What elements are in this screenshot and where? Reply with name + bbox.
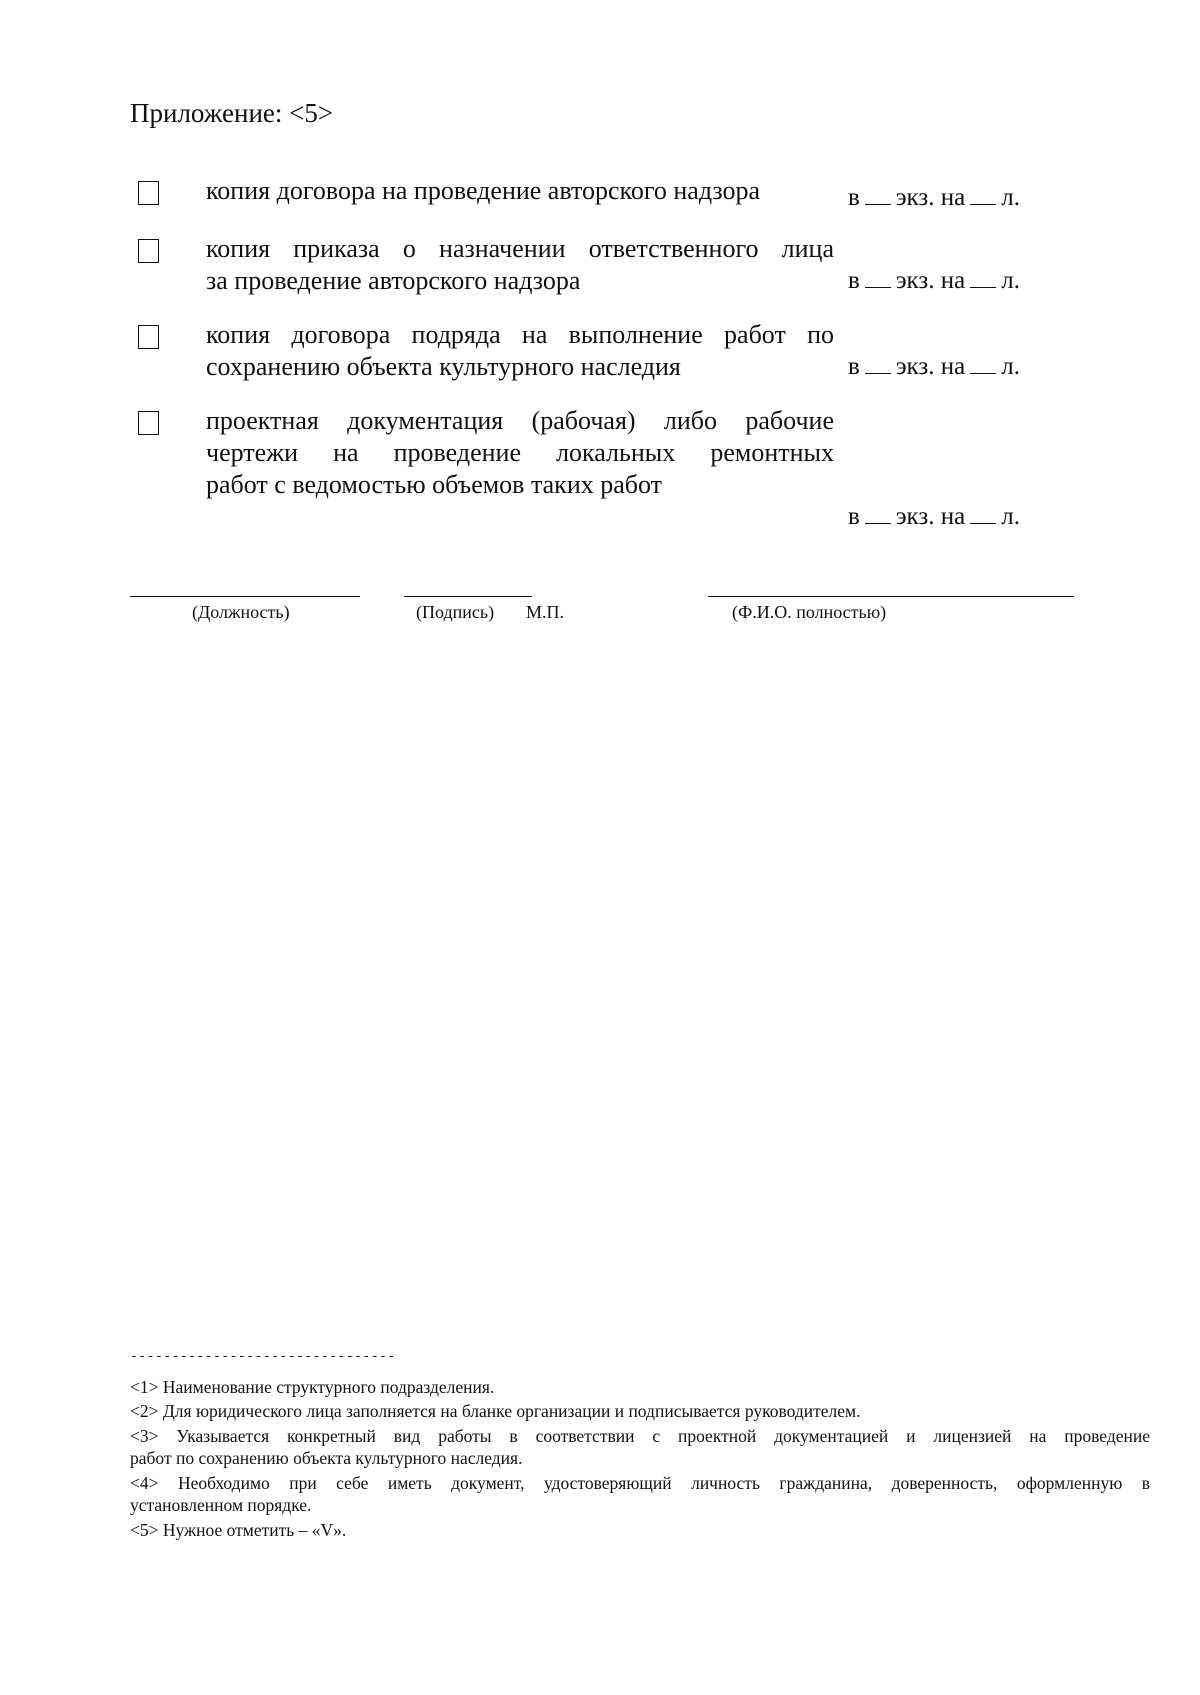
signature-line[interactable] [404, 596, 532, 597]
qty-prefix: в [848, 184, 860, 211]
attachment-item-text [206, 319, 834, 383]
copies-sheets-field [848, 351, 1058, 383]
attachment-item-text [206, 233, 834, 297]
footnote-2 [130, 1400, 1150, 1422]
qty-prefix: в [848, 503, 860, 530]
attachment-checkbox[interactable] [138, 181, 159, 205]
item-text-line: проектная документация (рабочая) либо рабочие [206, 406, 834, 435]
attachment-checkbox[interactable] [138, 239, 159, 263]
qty-suffix: л. [1001, 503, 1020, 530]
qty-prefix: в [848, 267, 860, 294]
sheets-count-blank[interactable] [970, 503, 996, 524]
sheets-count-blank[interactable] [970, 267, 996, 288]
qty-suffix: л. [1001, 267, 1020, 294]
stamp-label: М.П. [526, 602, 565, 622]
footnote-line: <4> Необходимо при себе иметь документ, удостоверяющий личность гражданина, доверенность, оформленную в [130, 1473, 1150, 1493]
sheets-count-blank[interactable] [970, 184, 996, 205]
position-line[interactable] [130, 596, 360, 597]
footnote-line: работ по сохранению объекта культурного наследия. [130, 1448, 523, 1468]
footnote-1 [130, 1376, 1150, 1398]
copies-sheets-field [848, 182, 1058, 214]
fullname-label: (Ф.И.О. полностью) [732, 602, 887, 622]
footnote-line: <1> Наименование структурного подразделения. [130, 1377, 495, 1397]
qty-mid: экз. на [895, 267, 966, 294]
attachment-checkbox[interactable] [138, 325, 159, 349]
copies-count-blank[interactable] [865, 503, 891, 524]
copies-sheets-field [848, 265, 1058, 297]
item-text-line: за проведение авторского надзора [206, 266, 581, 295]
footnote-line: установленном порядке. [130, 1495, 312, 1515]
item-text-line: сохранению объекта культурного наследия [206, 352, 681, 381]
position-label: (Должность) [192, 602, 290, 622]
footnote-4 [130, 1472, 1150, 1516]
footnote-5 [130, 1519, 1150, 1541]
copies-count-blank[interactable] [865, 353, 891, 374]
qty-mid: экз. на [895, 503, 966, 530]
item-text-line: копия договора на проведение авторского надзора [206, 176, 761, 205]
attachment-item-text [206, 175, 834, 207]
attachment-checkbox[interactable] [138, 411, 159, 435]
fullname-line[interactable] [708, 596, 1074, 597]
item-text-line: копия договора подряда на выполнение работ по [206, 320, 834, 349]
copies-count-blank[interactable] [865, 184, 891, 205]
attachment-item-text [206, 405, 834, 501]
signature-label: (Подпись) [416, 602, 495, 622]
footnote-line: <2> Для юридического лица заполняется на бланке организации и подписывается руководителем. [130, 1401, 861, 1421]
qty-mid: экз. на [895, 353, 966, 380]
copies-count-blank[interactable] [865, 267, 891, 288]
item-text-line: чертежи на проведение локальных ремонтных [206, 438, 834, 467]
qty-suffix: л. [1001, 184, 1020, 211]
footnote-3 [130, 1425, 1150, 1469]
footnote-line: <5> Нужное отметить – «V». [130, 1520, 347, 1540]
footnote-separator: -------------------------------- [130, 1349, 396, 1364]
sheets-count-blank[interactable] [970, 353, 996, 374]
footnote-line: <3> Указывается конкретный вид работы в соответствии с проектной документацией и лицензией на проведение [130, 1426, 1150, 1446]
item-text-line: копия приказа о назначении ответственного лица [206, 234, 834, 263]
qty-suffix: л. [1001, 353, 1020, 380]
item-text-line: работ с ведомостью объемов таких работ [206, 470, 663, 499]
qty-mid: экз. на [895, 184, 966, 211]
attachment-heading: Приложение: <5> [130, 98, 334, 128]
qty-prefix: в [848, 353, 860, 380]
copies-sheets-field [848, 501, 1058, 533]
